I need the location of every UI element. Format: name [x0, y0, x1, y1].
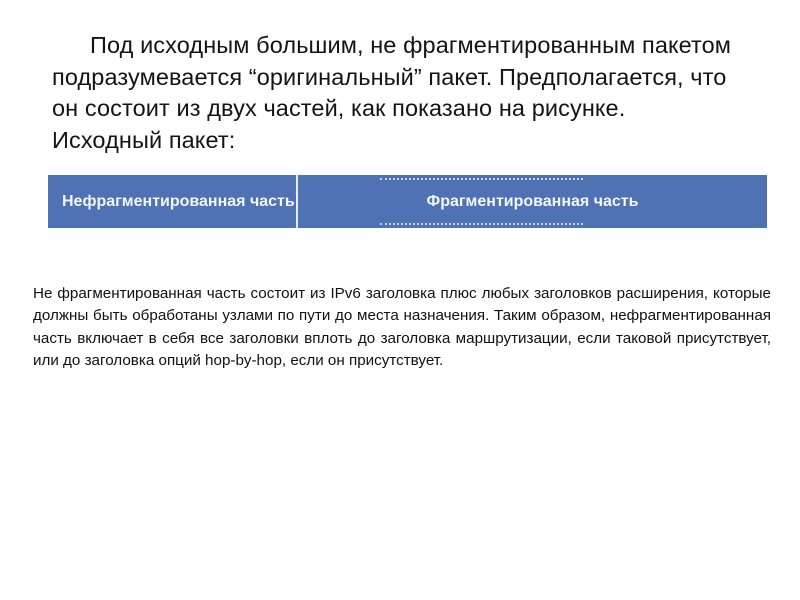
fragmented-part-segment [298, 175, 767, 228]
unfragmented-part-label: Нефрагментированная часть [62, 192, 295, 210]
body-paragraph: Не фрагментированная часть состоит из IPv6 заголовка плюс любых заголовков расширения, которые должны быть обработаны узлами по пути до места назначения. Таким образом, нефрагментированная часть включает в себя все заголовки вплоть до заголовка маршрутизации, если таковой присутствует, или до заголовка опций hop-by-hop, если он присутствует. [33, 285, 771, 369]
unfragmented-part-segment [48, 175, 296, 228]
fragmented-part-label: Фрагментированная часть [426, 192, 639, 210]
packet-diagram [48, 175, 767, 228]
intro-paragraph: Под исходным большим, не фрагментированным пакетом подразумевается “оригинальный” пакет. Предполагается, что он состоит из двух частей, как показано на рисунке. Исходный пакет: [52, 32, 732, 153]
